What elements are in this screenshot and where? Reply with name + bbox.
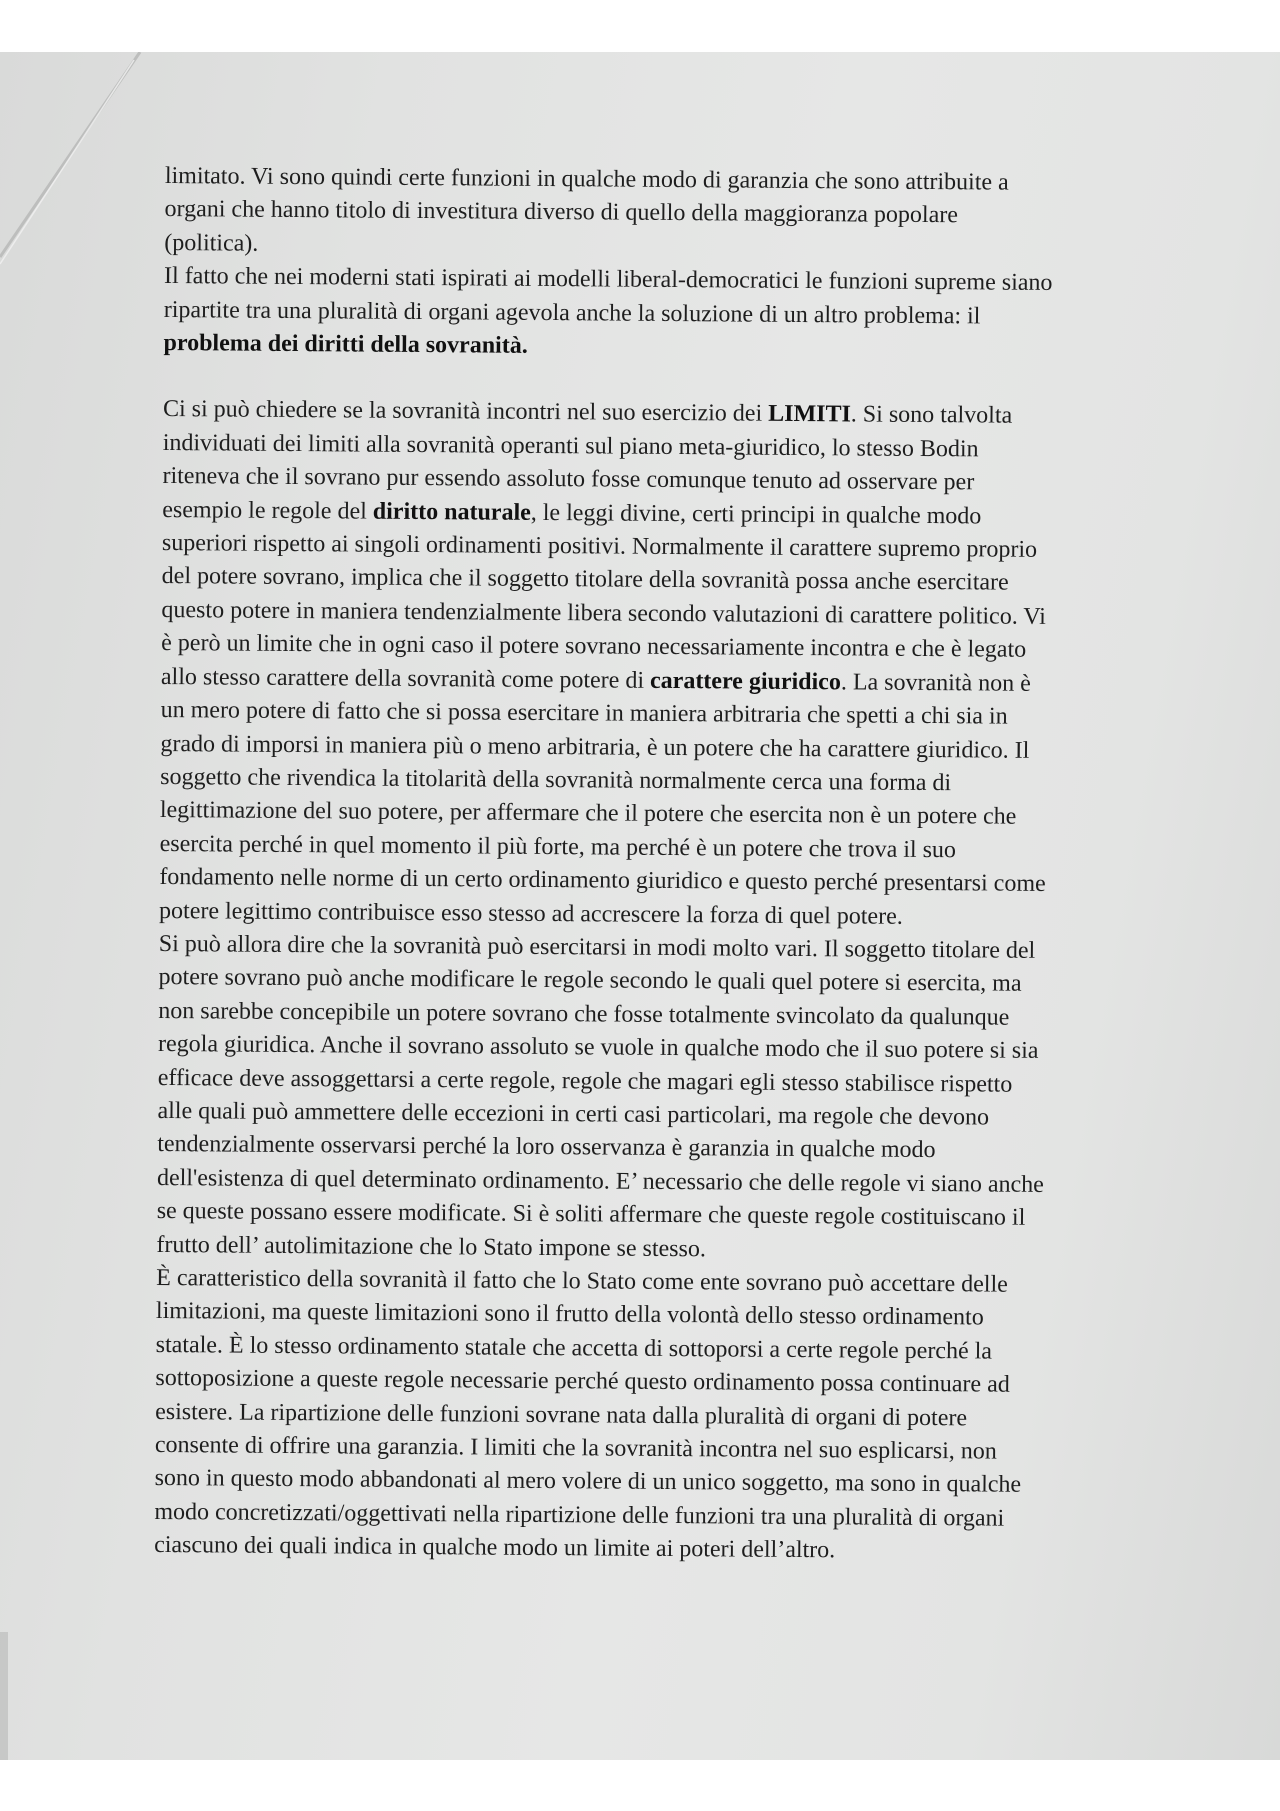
text-run: potere legittimo contribuisce esso stesso ad accrescere la forza di quel potere.: [159, 897, 903, 930]
paragraph: [164, 160, 1225, 269]
bold-text: problema dei diritti della sovranità.: [163, 330, 528, 359]
bold-text: diritto naturale: [372, 498, 531, 526]
text-run: frutto dell’ autolimitazione che lo Stato impone se stesso.: [156, 1231, 707, 1262]
text-run: sono in questo modo abbandonati al mero volere di un unico soggetto, ma sono in qualche: [154, 1465, 1022, 1499]
text-run: Il fatto che nei moderni stati ispirati ai modelli liberal-democratici le funzioni supreme siano: [163, 263, 1053, 297]
paragraph: [156, 928, 1219, 1270]
text-run: consente di offrire una garanzia. I limiti che la sovranità incontra nel suo esplicarsi, non: [154, 1431, 997, 1465]
body-text: [154, 160, 1225, 1571]
text-run: tendenzialmente osservarsi perché la loro osservanza è garanzia in qualche modo: [157, 1131, 936, 1164]
bold-text: LIMITI: [768, 401, 851, 428]
text-run: del potere sovrano, implica che il soggetto titolare della sovranità possa anche esercitare: [161, 563, 1009, 597]
text-run: ciascuno dei quali indica in qualche modo un limite ai poteri dell’altro.: [154, 1532, 836, 1564]
text-run: . La sovranità non è: [840, 669, 1031, 697]
text-run: Si può allora dire che la sovranità può esercitarsi in modi molto vari. Il soggetto titolare del: [158, 930, 1036, 964]
text-run: alle quali può ammettere delle eccezioni in certi casi particolari, ma regole che devono: [157, 1097, 990, 1131]
bold-text: carattere giuridico: [649, 667, 841, 696]
text-run: dell'esistenza di quel determinato ordinamento. E’ necessario che delle regole vi siano anche: [156, 1164, 1044, 1198]
text-run: statale. È lo stesso ordinamento statale che accetta di sottoporsi a certe regole perché la: [155, 1331, 993, 1365]
text-run: non sarebbe concepibile un potere sovrano che fosse totalmente svincolato da qualunque: [158, 997, 1010, 1031]
text-run: (politica).: [164, 229, 259, 257]
text-run: È caratteristico della sovranità il fatto che lo Stato come ente sovrano può accettare delle: [156, 1264, 1008, 1298]
text-run: legittimazione del suo potere, per affermare che il potere che esercita non è un potere che: [159, 797, 1017, 831]
text-run: questo potere in maniera tendenzialmente libera secondo valutazioni di carattere politico. Vi: [161, 596, 1046, 630]
text-run: riteneva che il sovrano pur essendo assoluto fosse comunque tenuto ad osservare per: [162, 463, 975, 496]
text-run: ripartite tra una pluralità di organi agevola anche la soluzione di un altro problema: il: [163, 296, 981, 330]
text-run: . Si sono talvolta: [850, 401, 1013, 430]
text-run: individuati dei limiti alla sovranità operanti sul piano meta-giuridico, lo stesso Bodin: [162, 429, 979, 463]
text-run: organi che hanno titolo di investitura diverso di quello della maggioranza popolare: [164, 196, 959, 229]
text-run: , le leggi divine, certi principi in qualche modo: [530, 499, 982, 530]
text-run: superiori rispetto ai singoli ordinamenti positivi. Normalmente il carattere supremo proprio: [161, 530, 1038, 563]
text-run: è però un limite che in ogni caso il potere sovrano necessariamente incontra e che è legato: [161, 630, 1027, 664]
text-run: potere sovrano può anche modificare le regole secondo le quali quel potere si esercita, ma: [158, 964, 1022, 998]
text-run: sottoposizione a queste regole necessarie perché questo ordinamento possa continuare ad: [155, 1365, 1010, 1398]
text-run: esistere. La ripartizione delle funzioni sovrane nata dalla pluralità di organi di potere: [155, 1398, 968, 1431]
text-run: soggetto che rivendica la titolarità della sovranità normalmente cerca una forma di: [160, 763, 952, 797]
text-run: un mero potere di fatto che si possa esercitare in maniera arbitraria che spetti a chi sia in: [160, 697, 1008, 730]
text-run: efficace deve assoggettarsi a certe regole, regole che magari egli stesso stabilisce rispetto: [157, 1064, 1013, 1098]
text-run: fondamento nelle norme di un certo ordinamento giuridico e questo perché presentarsi come: [159, 864, 1046, 898]
text-run: allo stesso carattere della sovranità come potere di: [160, 663, 651, 694]
text-run: grado di imporsi in maniera più o meno arbitraria, è un potere che ha carattere giuridico. Il: [160, 730, 1030, 764]
text-run: limitato. Vi sono quindi certe funzioni in qualche modo di garanzia che sono attribuite a: [164, 162, 1009, 196]
paragraph: [159, 393, 1223, 936]
paragraph: [163, 260, 1224, 369]
text-run: Ci si può chiedere se la sovranità incontri nel suo esercizio dei: [162, 396, 769, 428]
paragraph: [154, 1262, 1216, 1571]
text-run: limitazioni, ma queste limitazioni sono il frutto della volontà dello stesso ordinamento: [155, 1298, 984, 1331]
text-run: modo concretizzati/oggettivati nella ripartizione delle funzioni tra una pluralità di organi: [154, 1498, 1005, 1532]
scanned-page: [0, 52, 1280, 1760]
text-run: se queste possano essere modificate. Si è soliti affermare che queste regole costituiscano il: [156, 1198, 1026, 1231]
text-run: esercita perché in quel momento il più forte, ma perché è un potere che trova il suo: [159, 830, 957, 863]
text-run: esempio le regole del: [162, 496, 373, 525]
text-run: regola giuridica. Anche il sovrano assoluto se vuole in qualche modo che il suo potere si sia: [157, 1031, 1039, 1065]
